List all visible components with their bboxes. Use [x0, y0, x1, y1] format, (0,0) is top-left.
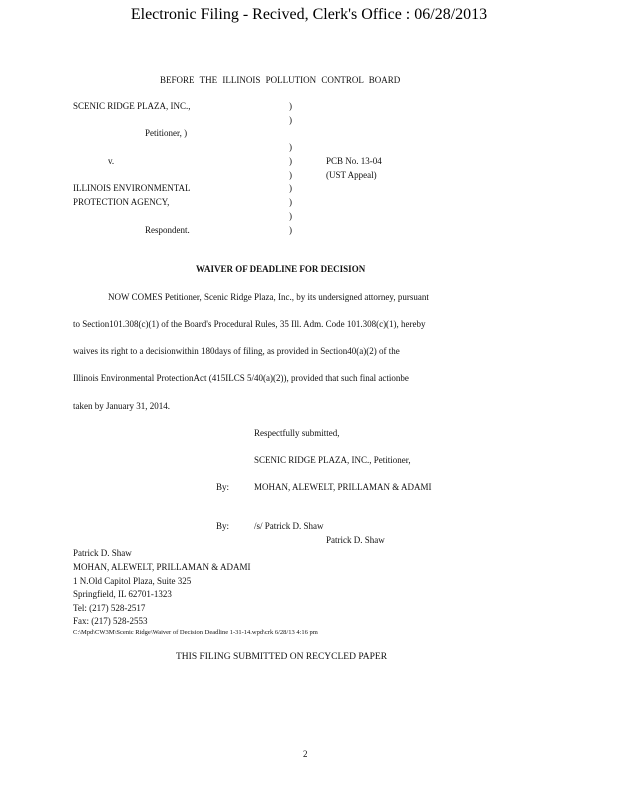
- petitioner-role: Petitioner, ): [145, 128, 188, 138]
- body-line-1: NOW COMES Petitioner, Scenic Ridge Plaza, Inc., by its undersigned attorney, pursuant: [108, 292, 429, 302]
- body-line-4: Illinois Environmental ProtectionAct (415ILCS 5/40(a)(2)), provided that such final actionbe: [73, 373, 409, 383]
- caption-paren: ): [289, 225, 292, 235]
- board-title: BEFORE THE ILLINOIS POLLUTION CONTROL BOARD: [160, 75, 401, 85]
- respectfully-submitted: Respectfully submitted,: [254, 428, 340, 438]
- contact-firm: MOHAN, ALEWELT, PRILLAMAN & ADAMI: [73, 562, 251, 572]
- caption-paren: ): [289, 156, 292, 166]
- by-label-1: By:: [216, 482, 230, 492]
- caption-paren: ): [289, 115, 292, 125]
- body-line-2: to Section101.308(c)(1) of the Board's Procedural Rules, 35 Ill. Adm. Code 101.308(c)(1), hereby: [73, 319, 426, 329]
- case-number: PCB No. 13-04: [326, 156, 382, 166]
- body-line-5: taken by January 31, 2014.: [73, 401, 170, 411]
- respondent-role: Respondent.: [145, 225, 190, 235]
- contact-tel: Tel: (217) 528-2517: [73, 603, 146, 613]
- recycled-paper-note: THIS FILING SUBMITTED ON RECYCLED PAPER: [176, 652, 388, 662]
- contact-fax: Fax: (217) 528-2553: [73, 616, 148, 626]
- body-line-3: waives its right to a decisionwithin 180days of filing, as provided in Section40(a)(2) of the: [73, 346, 400, 356]
- respondent-name-line2: PROTECTION AGENCY,: [73, 197, 170, 207]
- efiling-header: Electronic Filing - Recived, Clerk's Office : 06/28/2013: [130, 6, 488, 23]
- caption-paren: ): [289, 211, 292, 221]
- caption-paren: ): [289, 170, 292, 180]
- versus-label: v.: [108, 156, 115, 166]
- motion-title: WAIVER OF DEADLINE FOR DECISION: [196, 264, 366, 274]
- petitioner-name: SCENIC RIDGE PLAZA, INC.,: [73, 101, 191, 111]
- contact-address-1: 1 N.Old Capitol Plaza, Suite 325: [73, 576, 192, 586]
- caption-paren: ): [289, 101, 292, 111]
- file-path-footer: C:\Mpd\CW3M\Scenic Ridge\Waiver of Decision Deadline 1-31-14.wpd\crk 6/28/13 4:16 pm: [73, 629, 318, 636]
- contact-address-2: Springfield, IL 62701-1323: [73, 589, 172, 599]
- by-firm: MOHAN, ALEWELT, PRILLAMAN & ADAMI: [254, 482, 432, 492]
- contact-name: Patrick D. Shaw: [73, 548, 132, 558]
- by-label-2: By:: [216, 521, 230, 531]
- caption-paren: ): [289, 183, 292, 193]
- page-number: 2: [303, 749, 308, 759]
- respondent-name-line1: ILLINOIS ENVIRONMENTAL: [73, 183, 191, 193]
- caption-paren: ): [289, 142, 292, 152]
- caption-paren: ): [289, 197, 292, 207]
- electronic-signature: /s/ Patrick D. Shaw: [254, 521, 324, 531]
- case-type: (UST Appeal): [326, 170, 377, 180]
- signer-name: Patrick D. Shaw: [326, 535, 385, 545]
- signatory-petitioner: SCENIC RIDGE PLAZA, INC., Petitioner,: [254, 455, 411, 465]
